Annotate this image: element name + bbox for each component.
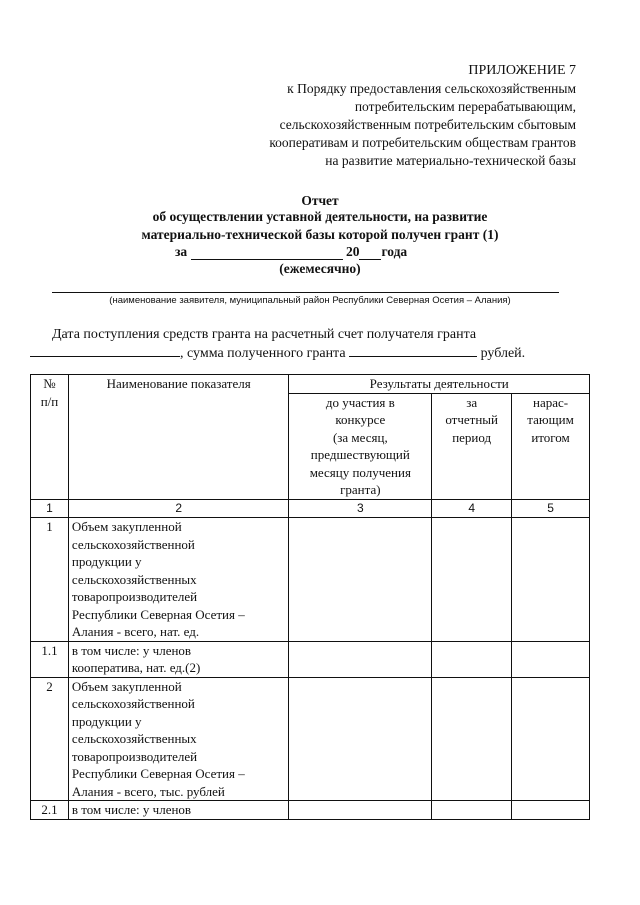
appendix-line: сельскохозяйственным потребительским сбытовым <box>279 117 576 132</box>
appendix-line: к Порядку предоставления сельскохозяйственным <box>287 81 576 96</box>
period-prefix: за <box>175 244 188 259</box>
row-name: в том числе: у членов <box>68 801 289 820</box>
table-row <box>31 677 590 801</box>
period-blank[interactable] <box>191 246 343 260</box>
col-number: 5 <box>512 499 590 518</box>
grant-amount-line <box>30 343 590 363</box>
grant-date-line: Дата поступления средств гранта на расчетный счет получателя гранта <box>52 327 477 342</box>
report-subtitle-2: материально-технической базы которой получен грант (1) <box>141 227 499 242</box>
row-num: 1.1 <box>31 641 69 677</box>
year-blank[interactable] <box>359 246 381 260</box>
grant-amount-blank[interactable] <box>349 343 477 357</box>
cell-period[interactable] <box>432 518 512 642</box>
applicant-caption: (наименование заявителя, муниципальный район Республики Северная Осетия – Алания) <box>109 295 511 306</box>
column-number-row <box>31 499 590 518</box>
appendix-line: на развитие материально-технической базы <box>325 153 576 168</box>
table-row <box>31 641 590 677</box>
cell-before[interactable] <box>289 801 432 820</box>
cell-cumulative[interactable] <box>512 801 590 820</box>
cell-cumulative[interactable] <box>512 641 590 677</box>
cell-before[interactable] <box>289 641 432 677</box>
cell-before[interactable] <box>289 677 432 801</box>
table-row <box>31 801 590 820</box>
grant-date-blank[interactable] <box>30 343 180 357</box>
report-period <box>175 244 407 260</box>
results-table <box>30 374 590 820</box>
cell-period[interactable] <box>432 801 512 820</box>
col-number: 4 <box>432 499 512 518</box>
header-results: Результаты деятельности <box>289 375 590 394</box>
cell-cumulative[interactable] <box>512 518 590 642</box>
header-num: № п/п <box>31 375 69 500</box>
header-cumulative: нарас- тающим итогом <box>512 393 590 499</box>
row-num: 2.1 <box>31 801 69 820</box>
col-number: 1 <box>31 499 69 518</box>
row-name: Объем закупленной сельскохозяйственной продукции у сельскохозяйственных товаропроизводителей Республики Северная Осетия – Алания - всего, тыс. рублей <box>68 677 289 801</box>
col-number: 2 <box>68 499 289 518</box>
report-frequency: (ежемесячно) <box>279 261 361 276</box>
header-before: до участия в конкурсе (за месяц, предшествующий месяцу получения гранта) <box>289 393 432 499</box>
cell-period[interactable] <box>432 641 512 677</box>
applicant-line[interactable] <box>52 292 559 293</box>
cell-before[interactable] <box>289 518 432 642</box>
header-name: Наименование показателя <box>68 375 289 500</box>
appendix-header <box>236 62 576 170</box>
row-name: Объем закупленной сельскохозяйственной продукции у сельскохозяйственных товаропроизводителей Республики Северная Осетия – Алания - всего, нат. ед. <box>68 518 289 642</box>
appendix-line: кооперативам и потребительским обществам грантов <box>269 135 576 150</box>
row-num: 2 <box>31 677 69 801</box>
period-year: 20 <box>345 244 360 259</box>
appendix-title: ПРИЛОЖЕНИЕ 7 <box>468 63 576 78</box>
report-subtitle-1: об осуществлении уставной деятельности, на развитие <box>152 209 488 224</box>
grant-currency: рублей. <box>480 346 526 361</box>
col-number: 3 <box>289 499 432 518</box>
report-title: Отчет <box>301 193 339 208</box>
header-period: за отчетный период <box>432 393 512 499</box>
cell-period[interactable] <box>432 677 512 801</box>
cell-cumulative[interactable] <box>512 677 590 801</box>
appendix-line: потребительским перерабатывающим, <box>354 99 576 114</box>
grant-amount-label: , сумма полученного гранта <box>180 346 346 361</box>
row-num: 1 <box>31 518 69 642</box>
period-suffix: года <box>381 244 408 259</box>
table-row <box>31 518 590 642</box>
row-name: в том числе: у членов кооператива, нат. ед.(2) <box>68 641 289 677</box>
